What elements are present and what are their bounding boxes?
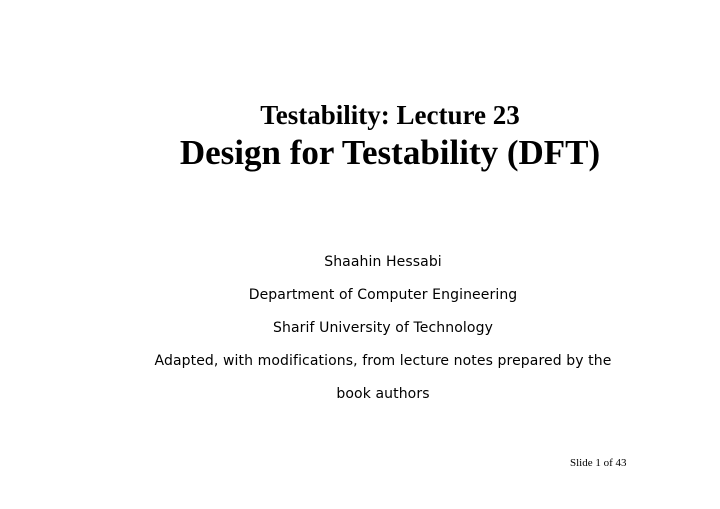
department-name: Department of Computer Engineering [248,287,518,303]
title-block [0,98,720,174]
credit-line-1: Adapted, with modifications, from lecture notes prepared by the [154,353,612,369]
lecture-supertitle: Testability: Lecture 23 [260,100,520,130]
credit-line-2: book authors [336,386,430,402]
slide-title: Design for Testability (DFT) [179,133,601,172]
author-block [0,250,720,415]
slide-number: Slide 1 of 43 [570,457,627,469]
university-name: Sharif University of Technology [273,320,493,336]
author-name: Shaahin Hessabi [324,254,442,270]
